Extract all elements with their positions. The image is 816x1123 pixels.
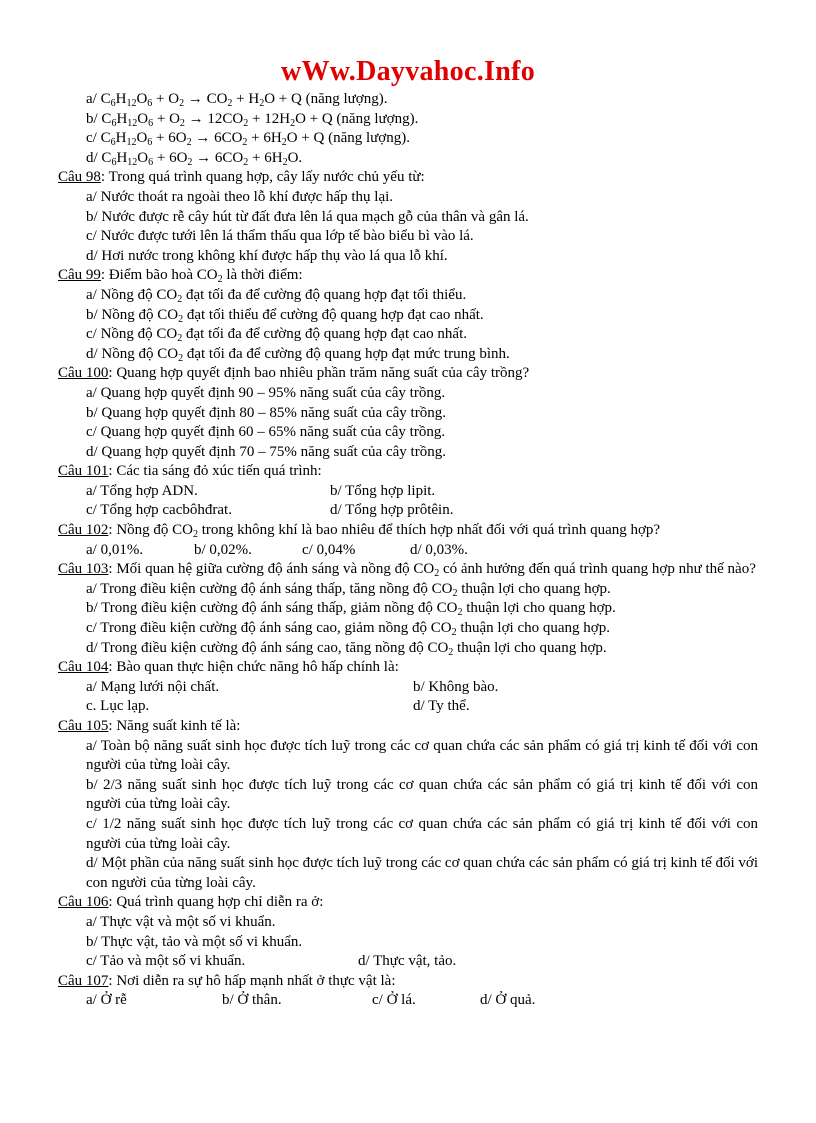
option-106-a: a/ Thực vật và một số vi khuẩn.	[86, 913, 276, 930]
option-105-d: d/ Một phần của năng suất sinh học được tích luỹ trong các cơ quan chứa các sản phẩm có giá trị kinh tế đối với con người của từng loài cây.	[86, 855, 758, 891]
option-104-d: d/ Ty thể.	[413, 698, 470, 715]
formula-option-d: d/ $C_6H_{12}O_6 + 6O_2 \to 6CO_2 + 6H_2O$.	[86, 149, 303, 168]
question-label: Câu 100	[58, 365, 109, 382]
option-101-d: d/ Tổng hợp prôtêin.	[330, 502, 454, 519]
formula-option-a: a/ $C_6H_{12}O_6 + O_2 \to CO_2 + H_2O + Q$ (năng lượng).	[86, 91, 388, 109]
question-101: Câu 101: Các tia sáng đỏ xúc tiến quá trình:	[58, 463, 322, 480]
question-102: Câu 102: Nồng độ $CO_2$ trong không khí là bao nhiêu để thích hợp nhất đối với quá trình quang hợp?	[58, 522, 661, 541]
option-98-d: d/ Hơi nước trong không khí được hấp thụ vào lá qua lỗ khí.	[86, 247, 448, 264]
option-103-b: b/ Trong điều kiện cường độ ánh sáng thấp, giảm nồng độ $CO_2$ thuận lợi cho quang hợp.	[86, 600, 616, 619]
question-100: Câu 100: Quang hợp quyết định bao nhiêu phần trăm năng suất của cây trồng?	[58, 365, 530, 382]
option-101-a: a/ Tổng hợp ADN.	[86, 482, 198, 499]
option-101-c: c/ Tổng hợp cacbôhđrat.	[86, 502, 232, 519]
option-102-b: b/ 0,02%.	[194, 541, 252, 558]
option-104-a: a/ Mạng lưới nội chất.	[86, 678, 220, 695]
option-row	[58, 501, 758, 521]
question-label: Câu 106	[58, 894, 109, 911]
question-106: Câu 106: Quá trình quang hợp chỉ diễn ra ở:	[58, 894, 324, 911]
question-label: Câu 105	[58, 718, 109, 734]
option-105-a: a/ Toàn bộ năng suất sinh học được tích luỹ trong các cơ quan chứa các sản phẩm có giá trị kinh tế đối với con người của từng loài cây.	[86, 737, 758, 774]
option-99-d: d/ Nồng độ $CO_2$ đạt tối đa để cường độ quang hợp đạt mức trung bình.	[86, 345, 510, 364]
question-98: Câu 98: Trong quá trình quang hợp, cây lấy nước chủ yếu từ:	[58, 169, 425, 186]
option-103-d: d/ Trong điều kiện cường độ ánh sáng cao, tăng nồng độ $CO_2$ thuận lợi cho quang hợp.	[86, 639, 607, 658]
option-102-c: c/ 0,04%	[302, 541, 356, 558]
option-row	[58, 697, 758, 717]
option-102-d: d/ 0,03%.	[410, 541, 468, 558]
option-102-a: a/ 0,01%.	[86, 541, 144, 558]
site-watermark-header: wWw.Dayvahoc.Info	[280, 56, 535, 87]
option-100-a: a/ Quang hợp quyết định 90 – 95% năng suất của cây trồng.	[86, 384, 446, 401]
option-105-c: c/ 1/2 năng suất sinh học được tích luỹ trong các cơ quan chứa các sản phẩm có giá trị kinh tế đối với con người của từng loài cây.	[86, 815, 758, 852]
option-100-b: b/ Quang hợp quyết định 80 – 85% năng suất của cây trồng.	[86, 404, 446, 421]
option-row	[58, 678, 758, 698]
question-label: Câu 98	[58, 169, 101, 186]
option-107-a: a/ Ở rễ	[86, 992, 127, 1009]
option-105-b: b/ 2/3 năng suất sinh học được tích luỹ trong các cơ quan chứa các sản phẩm có giá trị kinh tế đối với con người của từng loài cây.	[86, 776, 758, 813]
option-107-c: c/ Ở lá.	[372, 992, 416, 1009]
question-label: Câu 107	[58, 972, 109, 989]
option-106-d: d/ Thực vật, tảo.	[358, 953, 457, 970]
option-103-c: c/ Trong điều kiện cường độ ánh sáng cao, giảm nồng độ $CO_2$ thuận lợi cho quang hợp.	[86, 620, 610, 639]
option-row	[58, 991, 758, 1011]
question-label: Câu 101	[58, 463, 109, 480]
option-104-c: c. Lục lạp.	[86, 698, 150, 715]
option-103-a: a/ Trong điều kiện cường độ ánh sáng thấp, tăng nồng độ $CO_2$ thuận lợi cho quang hợp.	[86, 580, 611, 599]
option-106-b: b/ Thực vật, tảo và một số vi khuẩn.	[86, 933, 303, 950]
option-98-c: c/ Nước được tưới lên lá thẩm thấu qua lớp tế bào biểu bì vào lá.	[86, 228, 474, 245]
option-100-c: c/ Quang hợp quyết định 60 – 65% năng suất của cây trồng.	[86, 424, 446, 441]
option-99-a: a/ Nồng độ $CO_2$ đạt tối đa để cường độ quang hợp đạt tối thiểu.	[86, 286, 467, 305]
formula-option-c: c/ $C_6H_{12}O_6 + 6O_2 \to 6CO_2 + 6H_2O + Q$ (năng lượng).	[86, 130, 410, 149]
option-107-b: b/ Ở thân.	[222, 992, 282, 1009]
question-104: Câu 104: Bào quan thực hiện chức năng hô hấp chính là:	[58, 659, 399, 676]
option-100-d: d/ Quang hợp quyết định 70 – 75% năng suất của cây trồng.	[86, 443, 446, 460]
option-row	[58, 541, 758, 561]
question-label: Câu 104	[58, 659, 109, 676]
question-label: Câu 103	[58, 561, 109, 578]
question-105: Câu 105: Năng suất kinh tế là:	[58, 718, 241, 734]
question-103: Câu 103: Mối quan hệ giữa cường độ ánh sáng và nồng độ $CO_2$ có ảnh hưởng đến quá trình quang hợp như thế nào?	[58, 561, 756, 580]
option-107-d: d/ Ở quả.	[480, 992, 536, 1009]
option-99-c: c/ Nồng độ $CO_2$ đạt tối đa để cường độ quang hợp đạt cao nhất.	[86, 326, 468, 345]
question-label: Câu 99	[58, 267, 101, 284]
option-row	[58, 952, 758, 972]
option-104-b: b/ Không bào.	[413, 678, 499, 695]
option-row	[58, 482, 758, 502]
option-99-b: b/ Nồng độ $CO_2$ đạt tối thiểu để cường độ quang hợp đạt cao nhất.	[86, 306, 484, 325]
question-107: Câu 107: Nơi diễn ra sự hô hấp mạnh nhất ở thực vật là:	[58, 972, 396, 989]
question-99: Câu 99: Điểm bão hoà $CO_2$ là thời điểm:	[58, 267, 303, 286]
option-101-b: b/ Tổng hợp lipit.	[330, 482, 436, 499]
option-106-c: c/ Tảo và một số vi khuẩn.	[86, 953, 246, 970]
question-label: Câu 102	[58, 522, 109, 539]
question-list	[58, 90, 758, 1011]
formula-option-b: b/ $C_6H_{12}O_6 + O_2 \to 12CO_2 + 12H_2O + Q$ (năng lượng).	[86, 110, 419, 129]
option-98-b: b/ Nước được rễ cây hút từ đất đưa lên lá qua mạch gỗ của thân và gân lá.	[86, 208, 529, 225]
option-98-a: a/ Nước thoát ra ngoài theo lỗ khí được hấp thụ lại.	[86, 188, 394, 205]
